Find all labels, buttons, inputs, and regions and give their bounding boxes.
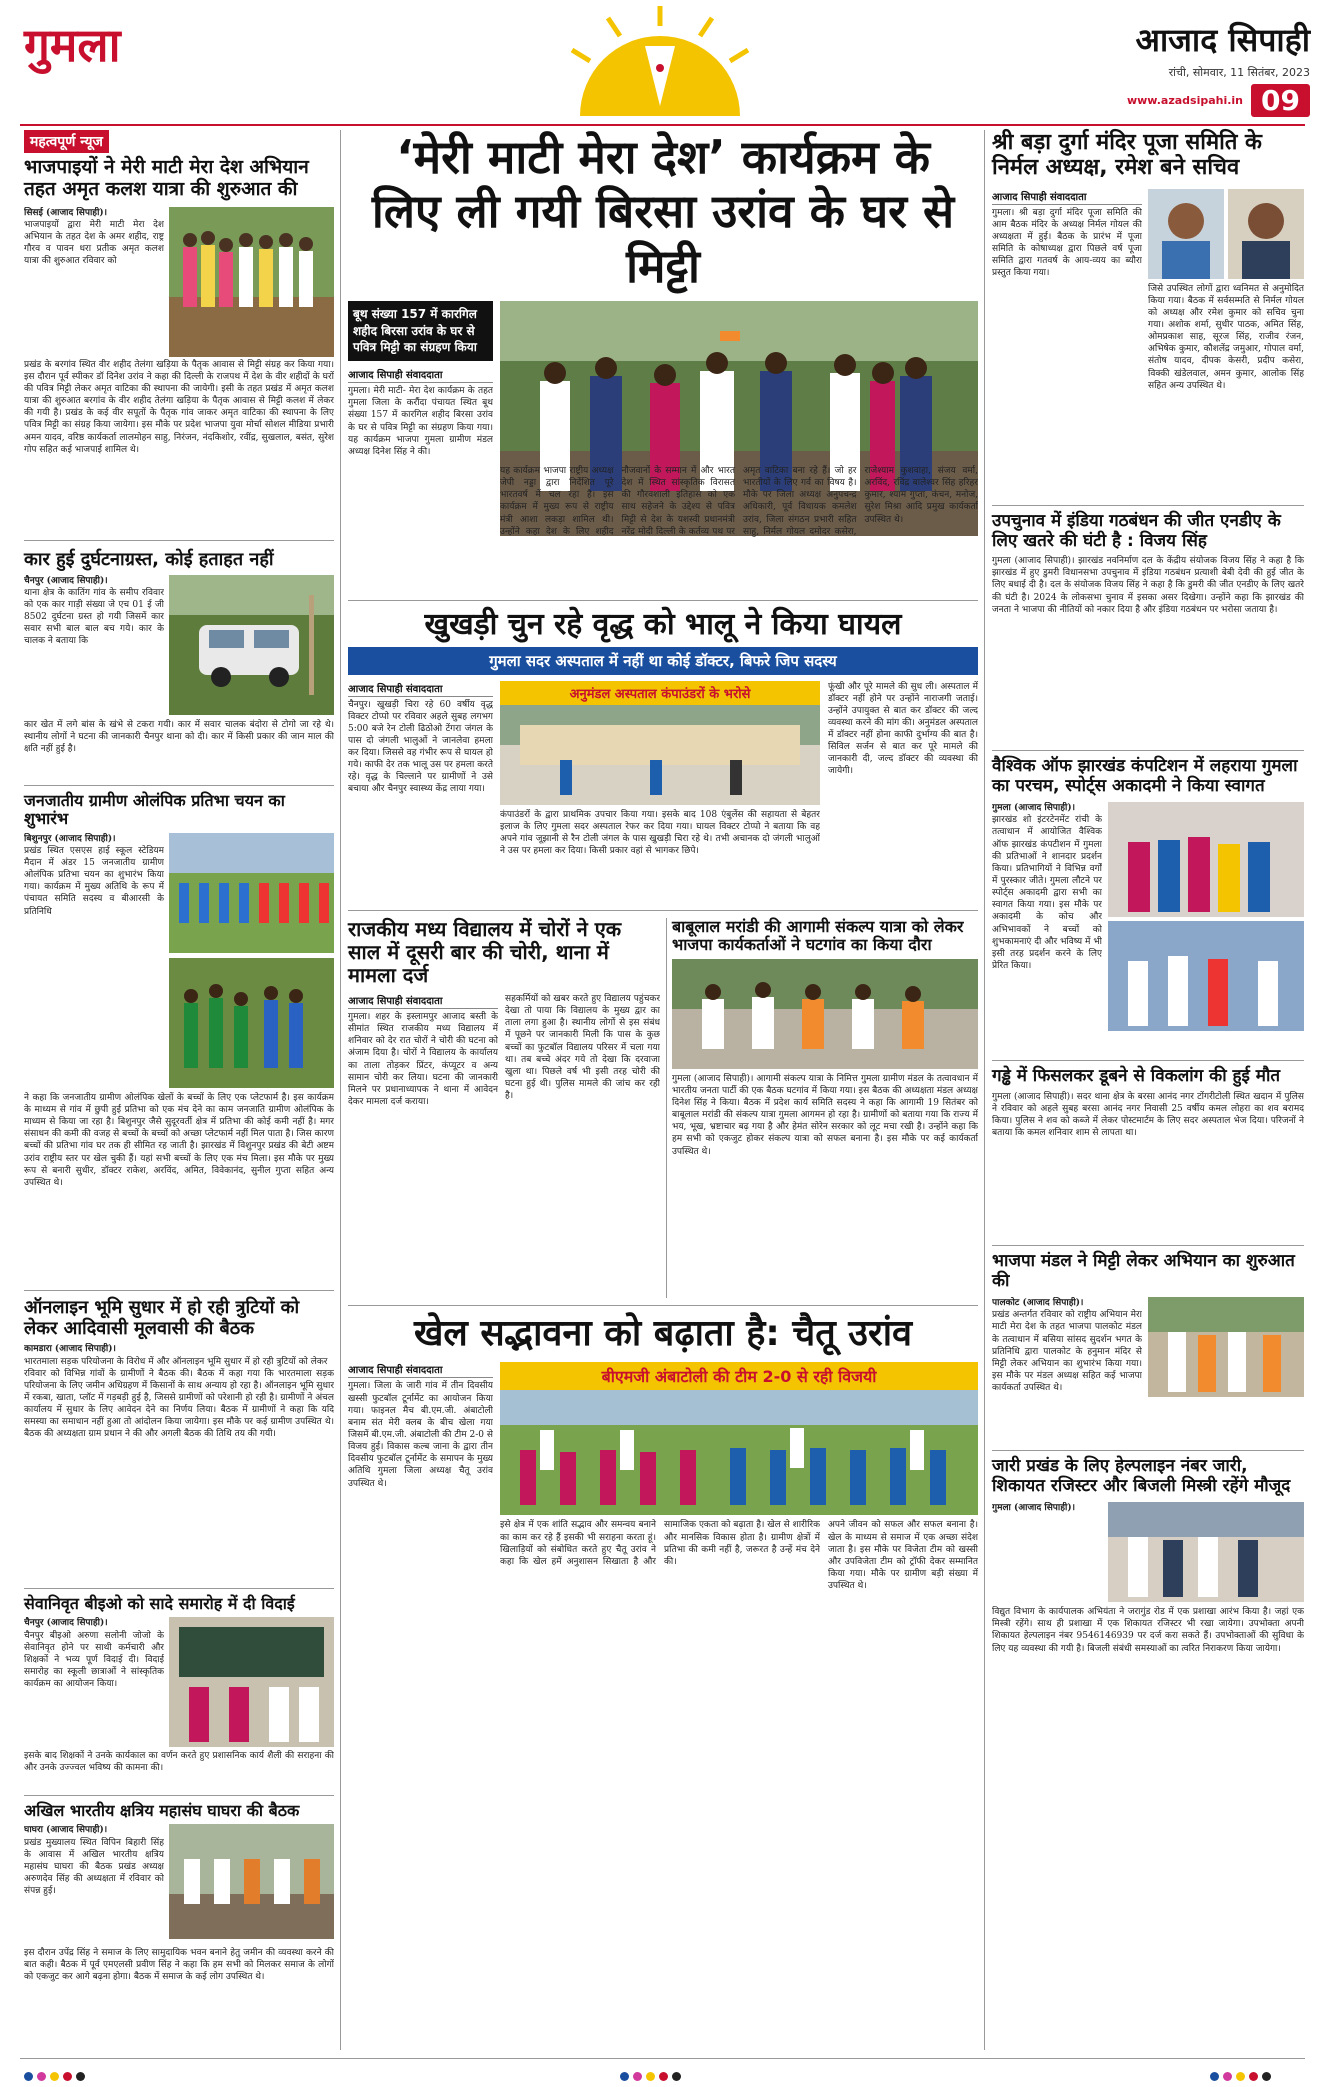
byline: आजाद सिपाही संवाददाता	[348, 367, 493, 383]
color-dot	[633, 2072, 642, 2081]
body: यह कार्यक्रम भाजपा राष्ट्रीय अध्यक्ष जेपी नड्डा द्वारा निर्देशित पूरे भारतवर्ष में चल रहा है। इस कार्यक्रम में मुख्य रूप से राष्ट्रीय मंत्री आशा लकड़ा शामिल थी। उन्होंने कहा देश के लिए शहीद नौजवानों के सम्मान में और भारत देश में स्थित सांस्कृतिक विरासत की गौरवशाली इतिहास को एक साथ सहेजने के उद्देश्य से पवित्र मिट्टी से देश के यशस्वी प्रधानमंत्री नरेंद्र मोदी दिल्ली के कर्तव्य पथ पर अमृत वाटिका बना रहे हैं। जो हर भारतीयों के लिए गर्व का विषय है। मौके पर जिला अध्यक्ष अनुपचन्द्र अधिकारी, पूर्व विधायक कमलेश उरांव, जिला संगठन प्रभारी सहित साहु, निर्मल गोयल दमोदर कसेरा, राजेश्याम कुशवाहा, संजय वर्मा, अरविंद, रविंद्र बालेश्वर सिंह हरिहर कुमार, श्याम गुप्ता, कंचन, मनोज, सुरेश मिश्रा आदि प्रमुख कार्यकर्ता उपस्थित थे।	[500, 466, 978, 537]
inset-label: बीएमजी अंबाटोली की टीम 2-0 से रही विजयी	[500, 1362, 978, 1390]
inset-label: अनुमंडल अस्पताल कंपाउंडरों के भरोसे	[500, 681, 820, 705]
lead: भाजपाइयों द्वारा मेरी माटी मेरा देश अभियान के तहत देश के अमर शहीद, राष्ट्र गौरव व पावन धरा प्रतीक अमृत कलश यात्रा की शुरुआत रविवार को	[24, 219, 164, 267]
color-dot	[646, 2072, 655, 2081]
masthead-right	[1060, 18, 1310, 128]
paper-name: आजाद सिपाही	[1135, 21, 1310, 59]
lead: प्रखंड मुख्यालय स्थित विपिन बिहारी सिंह के आवास में अखिल भारतीय क्षत्रिय महासंघ घाघरा की बैठक प्रखंड अध्यक्ष अरुणदेव सिंह की अध्यक्षता में रविवार को संपन्न हुई।	[24, 1837, 164, 1897]
headline: खुखड़ी चुन रहे वृद्ध को भालू ने किया घायल	[424, 607, 902, 642]
story-helpline	[992, 1457, 1304, 1886]
center-column	[348, 130, 978, 2050]
photo-competition-2	[1108, 921, 1304, 1031]
story-sport	[348, 1313, 978, 1664]
story-kshatriya	[24, 1802, 334, 2057]
byline: आजाद सिपाही संवाददाता	[348, 993, 498, 1009]
byline: गुमला (आजाद सिपाही)।	[992, 803, 1076, 814]
story-palkot	[992, 1252, 1304, 1469]
dateline: रांची, सोमवार, 11 सितंबर, 2023	[1168, 66, 1310, 79]
masthead-logo-icon	[560, 6, 760, 116]
byline: कामडारा (आजाद सिपाही)।	[24, 1344, 116, 1355]
story-car	[24, 550, 334, 779]
lead: प्रखंड स्थित एसएस हाई स्कूल स्टेडियम मैदान में अंडर 15 जनजातीय ग्रामीण ओलंपिक प्रतिभा चयन का शुभारंभ किया गया। कार्यक्रम में मुख्य अतिथि के रूप में पंचायत समिति सदस्य व बीआरसी के प्रतिनिधि	[24, 845, 164, 917]
color-dot	[76, 2072, 85, 2081]
body-1: चैनपुर। खुखड़ी चिरा रहे 60 वर्षीय वृद्ध विक्टर टोप्पो पर रविवार अहले सुबह लगभग 5:00 बजे रेन टोली ढिठोओ टेंगरा जंगल के पास दो जंगली भालुओं ने जानलेवा हमला कर दिया। जिससे वह गंभीर रूप से घायल हो गये। काफी देर तक भालू उस पर हमला करते रहे। वृद्ध के चिल्लाने पर ग्रामीणों ने उसे बचाया और चैनपुर स्वास्थ्य केंद्र लाया गया।	[348, 699, 493, 795]
section-tag: महत्वपूर्ण न्यूज	[24, 130, 109, 153]
footer-color-dots-right	[1210, 2066, 1310, 2080]
headline: सेवानिवृत बीइओ को सादे समारोह में दी विदाई	[24, 1594, 295, 1613]
photo-nirmal	[1148, 189, 1224, 279]
story-vijay	[992, 512, 1304, 755]
byline: सिसई (आजाद सिपाही)।	[24, 207, 108, 218]
photo-olympic-2	[169, 958, 334, 1088]
story-bear	[348, 608, 978, 919]
story-retirement	[24, 1595, 334, 1800]
body: जिसे उपस्थित लोगों द्वारा ध्वनिमत से अनुमोदित किया गया। बैठक में सर्वसम्मति से निर्मल गोयल को अध्यक्ष और रमेश कुमार को सचिव चुना गया। अशोक शर्मा, सुधीर पाठक, अमित सिंह, ओमप्रकाश साह, सूरज सिंह, राजीव रंजन, अभिषेक कुमार, कौशलेंद्र जमुआर, गोपाल वर्मा, संतोष यादव, दीपक केसरी, प्रदीप कसेरा, विक्की खंडेलवाल, अमन कुमार, आलोक सिंह सहित अन्य उपस्थित थे।	[1148, 283, 1304, 391]
byline: आजाद सिपाही संवाददाता	[992, 189, 1142, 205]
photo-retirement	[169, 1617, 334, 1747]
headline: उपचुनाव में इंडिया गठबंधन की जीत एनडीए के लिए खतरे की घंटी है : विजय सिंह	[992, 511, 1281, 551]
page-number: 09	[1251, 84, 1310, 117]
byline: घाघरा (आजाद सिपाही)।	[24, 1825, 108, 1836]
body: गुमला (आजाद सिपाही)। झारखंड नवनिर्माण दल के केंद्रीय संयोजक विजय सिंह ने कहा है कि झारखंड में हुए डुमरी विधानसभा उपचुनाव में इंडिया गठबंधन प्रत्याशी बेबी देवी की हुई जीत के लिए बधाई दी है। दल के संयोजक विजय सिंह ने कहा है कि डुमरी की जीत एनडीए के लिए खतरे की घंटी है। 2024 के लोकसभा चुनाव में इसका असर दिखेगा। उन्होंने कहा कि झारखंड की जनता ने भाजपा की नीतियों को नकार दिया है और इंडिया गठबंधन पर भरोसा जताया है।	[992, 556, 1304, 615]
color-dot	[672, 2072, 681, 2081]
headline: भाजपा मंडल ने मिट्टी लेकर अभियान का शुरुआत की	[992, 1251, 1295, 1291]
story-olympic	[24, 792, 334, 1327]
body: प्रखंड के बरगांव स्थित वीर शहीद तेलंगा खड़िया के पैतृक आवास से मिट्टी संग्रह कर किया गया। इस दौरान पूर्व स्पीकर डॉ दिनेश उरांव ने कहा की दिल्ली के राजपथ में देश के वीर शहीदों के घरों की पवित्र मिट्टी लेकर अमृत वाटिका की स्थापना की जायेगी। इसी के तहत प्रखंड में अमृत कलश यात्रा की शुरुआत बरगांव के वीर शहीद तेलंगा खड़िया के पैतृक आवास से मिट्टी कलश में लेकर की गयी है। प्रखंड के कई वीर सपूतों के पैतृक गांव जाकर अमृत वाटिका की स्थापना के लिए पवित्र मिट्टी का संग्रह किया जायेगा। इस मौके पर प्रदेश भाजपा युवा मोर्चा सोशल मीडिया प्रभारी अमन यादव, वरिष्ठ कार्यकर्ता लालमोहन साहु, निरंजन, नंदकिशोर, रवींद्र, सुखलाल, बसंत, सुरेश गोप सहित कई भाजपाई शामिल थे।	[24, 359, 334, 455]
headline: बाबूलाल मरांडी की आगामी संकल्प यात्रा को लेकर भाजपा कार्यकर्ताओं ने घटगांव का किया दौरा	[672, 917, 964, 955]
byline: बिशुनपुर (आजाद सिपाही)।	[24, 833, 116, 844]
color-dot	[620, 2072, 629, 2081]
photo-meeting	[672, 959, 978, 1069]
photo-helpline	[1108, 1502, 1304, 1602]
body-2: इसे क्षेत्र में एक शांति सद्भाव और समन्वय बनाने का काम कर रहे हैं इसकी भी सराहना करता हूं। खिलाड़ियों को संबोधित करते हुए चैतू उरांव ने कहा कि खेल हमें अनुशासन सिखाता है और सामाजिक एकता को बढ़ाता है। खेल से शारीरिक और मानसिक विकास होता है। ग्रामीण क्षेत्रों में प्रतिभा की कमी नहीं है, जरूरत है उन्हें मंच देने की।	[500, 1520, 820, 1567]
story-kalash	[24, 157, 334, 471]
headline: श्री बड़ा दुर्गा मंदिर पूजा समिति के निर्मल अध्यक्ष, रमेश बने सचिव	[992, 130, 1262, 181]
footer-color-dots-left	[24, 2066, 124, 2080]
color-dot	[1210, 2072, 1219, 2081]
masthead-left	[24, 20, 324, 120]
headline: ऑनलाइन भूमि सुधार में हो रही त्रुटियों को लेकर आदिवासी मूलवासी की बैठक	[24, 1297, 300, 1339]
headline: जनजातीय ग्रामीण ओलंपिक प्रतिभा चयन का शुभारंभ	[24, 791, 285, 829]
body: झारखंड शो इंटरटेनमेंट रांची के तत्वाधान में आयोजित वैश्विक ऑफ झारखंड कंपटीशन में गुमला की प्रतिभाओं ने शानदार प्रदर्शन किया। प्रतिभागियों ने विभिन्न वर्गों में पुरस्कार जीते। गुमला लौटने पर स्पोर्ट्स अकादमी द्वारा सभी का स्वागत किया गया। इस मौके पर अकादमी के कोच और अभिभावकों ने बच्चों को शुभकामनाएं दी और भविष्य में भी इसी तरह प्रदर्शन करने के लिए प्रेरित किया।	[992, 815, 1102, 971]
lead: चैनपुर बीइओ अरुणा सलोनी जोजो के सेवानिवृत होने पर साथी कर्मचारी और शिक्षकों ने भव्य पूर्ण विदाई दी। विदाई समारोह का स्कूली छात्राओं ने सांस्कृतिक कार्यक्रम का आयोजन किया।	[24, 1630, 164, 1690]
photo-car	[169, 575, 334, 715]
photo-hospital	[500, 705, 820, 805]
byline: पालकोट (आजाद सिपाही)।	[992, 1298, 1084, 1309]
body: गुमला (आजाद सिपाही)। आगामी संकल्प यात्रा के निमित्त गुमला ग्रामीण मंडल के तत्वावधान में भारतीय जनता पार्टी की एक बैठक घटगांव में किया गया। इस बैठक की अध्यक्षता मंडल अध्यक्ष दिनेश सिंह ने किया। बैठक में प्रदेश कार्य समिति सदस्य ने कहा कि आगामी 19 सितंबर को बाबूलाल मरांडी की संकल्प यात्रा गुमला आगमन हो रहा है। ग्रामीणों को बताया गया कि राज्य में भय, भूख, भ्रष्टाचार बढ़ गया है और हेमंत सोरेन सरकार को लूट मचा रखी है। उन्होंने कहा कि हम सभी को एकजुट होकर संकल्प यात्रा को सफल बनाना है। इस मौके पर कई कार्यकर्ता उपस्थित थे।	[672, 1073, 978, 1157]
lead: भारतमाला सड़क परियोजना के विरोध में और ऑनलाइन भूमि सुधार में हो रही त्रुटियों को लेकर	[24, 1356, 328, 1367]
photo-ramesh	[1228, 189, 1304, 279]
body: इसके बाद शिक्षकों ने उनके कार्यकाल का वर्णन करते हुए प्रशासनिक कार्य शैली की सराहना की और उनके उज्ज्वल भविष्य की कामना की।	[24, 1750, 334, 1773]
color-dot	[37, 2072, 46, 2081]
color-dot	[1249, 2072, 1258, 2081]
story-theft	[348, 918, 660, 1353]
story-land	[24, 1298, 334, 1558]
body: रविवार को विभिन्न गांवों के ग्रामीणों ने बैठक की। बैठक में कहा गया कि भारतमाला सड़क परियोजना के लिए जमीन अधिग्रहण में किसानों के साथ अन्याय हो रहा है। ऑनलाइन भूमि सुधार में रकबा, खाता, प्लॉट में गड़बड़ी हुई है, जिससे ग्रामीणों को परेशानी हो रही है। ग्रामीणों ने अंचल कार्यालय में सुधार के लिए आवेदन देने का निर्णय लिया। बैठक में ग्रामीणों ने कहा कि यदि समस्या का समाधान नहीं हुआ तो आंदोलन किया जायेगा। इस मौके पर कई ग्रामीण उपस्थित थे। बैठक की अध्यक्षता ग्राम प्रधान ने की और अगली बैठक की तिथि तय की गयी।	[24, 1368, 334, 1440]
byline: आजाद सिपाही संवाददाता	[348, 681, 493, 697]
right-column	[992, 130, 1304, 2050]
color-dot	[1262, 2072, 1271, 2081]
deck: गुमला सदर अस्पताल में नहीं था कोई डॉक्टर, बिफरे जिप सदस्य	[348, 647, 978, 675]
photo-football	[500, 1390, 978, 1515]
headline: कार हुई दुर्घटनाग्रस्त, कोई हताहत नहीं	[24, 549, 274, 570]
headline: भाजपाइयों ने मेरी माटी मेरा देश अभियान तहत अमृत कलश यात्रा की शुरुआत की	[24, 156, 309, 200]
body-1: गुमला। शहर के इस्लामपुर आजाद बस्ती के सीमांत स्थित राजकीय मध्य विद्यालय में शनिवार को देर रात चोरों ने चोरी की घटना को अंजाम दिया है। चोरों ने विद्यालय के कार्यालय का ताला तोड़कर प्रिंटर, कंप्यूटर व अन्य सामान चोरी कर लिया। घटना की जानकारी मिलने पर प्रधानाध्यापक ने थाना में आवेदन देकर मामला दर्ज कराया।	[348, 1012, 498, 1107]
byline: गुमला (आजाद सिपाही)।	[992, 1503, 1076, 1514]
body: गुमला (आजाद सिपाही)। सदर थाना क्षेत्र के बरसा आनंद नगर टोंगरीटोली स्थित खदान में पुलिस ने रविवार को अहले सुबह बरसा आनंद नगर निवासी 25 वर्षीय कमल लोहरा का शव बरामद किया। पुलिस ने शव को कब्जे में लेकर पोस्टमार्टम के लिए सदर अस्पताल भेज दिया। परिजनों ने बताया कि कमल शनिवार शाम से लापता था।	[992, 1091, 1304, 1138]
lead: गुमला। मेरी माटी- मेरा देश कार्यक्रम के तहत गुमला जिला के करौंदा पंचायत स्थित बूथ संख्या 157 में कारगिल शहीद बिरसा उरांव के घर से पवित्र मिट्टी का संग्रहण किया गया। यह कार्यक्रम भाजपा गुमला ग्रामीण मंडल अध्यक्ष दिनेश सिंह ने की।	[348, 386, 493, 457]
lead: थाना क्षेत्र के कातिंग गांव के समीप रविवार को एक कार गाड़ी संख्या जे एच 01 ई जी 8502 दुर्घटना ग्रस्त हो गयी जिसमें कार सवार सभी बाल बाल बच गये। कार के चालक ने बताया कि	[24, 587, 164, 647]
byline: चैनपुर (आजाद सिपाही)।	[24, 1618, 108, 1629]
body: इस दौरान उपेंद्र सिंह ने समाज के लिए सामुदायिक भवन बनाने हेतु जमीन की व्यवस्था करने की बात कही। बैठक में पूर्व एमएलसी प्रवीण सिंह ने कहा कि हम सभी को मिलकर समाज के लोगों को एकजुट कर आगे बढ़ना होगा। बैठक में समाज के कई लोग उपस्थित थे।	[24, 1947, 334, 1982]
headline: अखिल भारतीय क्षत्रिय महासंघ घाघरा की बैठक	[24, 1801, 300, 1820]
headline: गड्ढे में फिसलकर डूबने से विकलांग की हुई मौत	[992, 1066, 1281, 1086]
kicker: बूथ संख्या 157 में कारगिल शहीद बिरसा उरांव के घर से पवित्र मिट्टी का संग्रहण किया	[348, 301, 493, 361]
body-3: फूंखी और पूरे मामले की सुध ली। अस्पताल में डॉक्टर नहीं होने पर उन्होंने नाराजगी जताई। उन्होंने उपायुक्त से बात कर डॉक्टर की जल्द व्यवस्था करने की मांग की। अनुमंडल अस्पताल में डॉक्टर नहीं होना काफी दुर्भाग्य की बात है। सिविल सर्जन से बात कर पूरे मामले की जानकारी दी, जल्द डॉक्टर की व्यवस्था की जायेगी।	[828, 681, 978, 777]
footer-color-dots-center	[620, 2066, 720, 2080]
story-babulal	[672, 918, 978, 1308]
photo-kshatriya	[169, 1824, 334, 1939]
story-main	[348, 130, 978, 655]
photo-palkot	[1148, 1297, 1304, 1397]
photo-kalash	[169, 207, 334, 357]
website: www.azadsipahi.in	[1126, 94, 1244, 107]
photo-competition-1	[1108, 802, 1304, 917]
color-dot	[63, 2072, 72, 2081]
body-2: सहकर्मियों को खबर करते हुए विद्यालय पहुंचकर देखा तो पाया कि विद्यालय के मुख्य द्वार का ताला लगा हुआ है। स्थानीय लोगों से इस संबंध में पूछने पर जानकारी मिली कि पास के कुछ बच्चों का फुटबॉल विद्यालय परिसर में चला गया था। तब बच्चे अंदर गये तो देखा कि दरवाजा खुला था। पिछले वर्ष भी इसी तरह चोरी की घटना हुई थी। पुलिस मामले की जांच कर रही है।	[505, 994, 660, 1102]
body-3: अपने जीवन को सफल और सफल बनाना है। खेल के माध्यम से समाज में एक अच्छा संदेश जाता है। इस मौके पर विजेता टीम को खस्सी और उपविजेता टीम को ट्रॉफी देकर सम्मानित किया गया। मौके पर ग्रामीण बड़ी संख्या में उपस्थित थे।	[828, 1520, 978, 1592]
headline: खेल सद्भावना को बढ़ाता है: चैतू उरांव	[413, 1313, 913, 1354]
body: कार खेत में लगे बांस के खंभे से टकरा गयी। कार में सवार चालक बंदोरा से टोगो जा रहे थे। स्थानीय लोगों ने घटना की जानकारी चैनपुर थाना को दी। कार में किसी प्रकार की जान माल की क्षति नहीं हुई है।	[24, 719, 334, 755]
main-headline: ‘मेरी माटी मेरा देश’ कार्यक्रम के लिए ली गयी बिरसा उरांव के घर से मिट्टी	[371, 130, 955, 293]
headline: राजकीय मध्य विद्यालय में चोरों ने एक साल में दूसरी बार की चोरी, थाना में मामला दर्ज	[348, 917, 622, 987]
story-competition	[992, 757, 1304, 1044]
section-title: गुमला	[24, 18, 121, 72]
body: ने कहा कि जनजातीय ग्रामीण ओलंपिक खेलों के बच्चों के लिए एक प्लेटफार्म है। इस कार्यक्रम के माध्यम से गांव में छुपी हुई प्रतिभा को एक मंच देने का काम जनजाति ग्रामीण ओलंपिक के माध्यम से किया जा रहा है। बिशुनपुर जैसे सुदूरवर्ती क्षेत्र में प्रतिभा की कोई कमी नहीं है। मगर संसाधन की कमी की वजह से बच्चों के बच्चों को अच्छा प्लेटफार्म नहीं मिल पाता है। जिस कारण बच्चों की प्रतिभा गांव घर तक ही सीमित रह जाती है। झारखंड में विशुनपुर प्रखंड की बेटी अष्टम उरांव राष्ट्रीय स्तर पर खेल चुकी हैं। यहां सभी बच्चों के लिए एक मंच मिला। इस मौके पर मुख्य रूप से बनारी सुधीर, डॉक्टर राकेश, अरविंद, अमित, विवेकानंद, सुनील गुप्ता सहित अन्य उपस्थित थे।	[24, 1092, 334, 1188]
byline: आजाद सिपाही संवाददाता	[348, 1362, 493, 1378]
photo-olympic-1	[169, 833, 334, 953]
color-dot	[1223, 2072, 1232, 2081]
body: विद्युत विभाग के कार्यपालक अभियंता ने जरागुंड रोड में एक प्रशाखा आरंभ किया है। जहां एक मिस्त्री रहेंगे। साथ ही प्रशाखा में एक शिकायत रजिस्टर भी रखा जायेगा। उपभोक्ता अपनी शिकायत हेल्पलाइन नंबर 9546146939 पर दर्ज करा सकते हैं। उपभोक्ताओं की सुविधा के लिए यह व्यवस्था की गयी है। बिजली संबंधी समस्याओं का त्वरित निराकरण किया जायेगा।	[992, 1607, 1304, 1654]
body-1: गुमला। जिला के जारी गांव में तीन दिवसीय खस्सी फुटबॉल टूर्नामेंट का आयोजन किया गया। फाइनल मैच बी.एम.जी. अंबाटोली बनाम संत मेरी क्लब के बीच खेला गया जिसमें बी.एम.जी. अंबाटोली की टीम 2-0 से विजय हुई। विकास कल्ब जाना के द्वारा तीन दिवसीय फुटबॉल टूर्नामेंट के समापन के मुख्य अतिथि गुमला जिला अध्यक्ष चैतू उरांव उपस्थित थे।	[348, 1381, 493, 1489]
color-dot	[659, 2072, 668, 2081]
left-column	[24, 130, 334, 2050]
color-dot	[1236, 2072, 1245, 2081]
color-dot	[24, 2072, 33, 2081]
headline: वैश्विक ऑफ झारखंड कंपटिशन में लहराया गुमला का परचम, स्पोर्ट्स अकादमी ने किया स्वागत	[992, 756, 1298, 796]
lead: गुमला। श्री बड़ा दुर्गा मंदिर पूजा समिति की आम बैठक मंदिर के अध्यक्ष निर्मल गोयल की अध्यक्षता में हुई। बैठक के प्रारंभ में पूजा समिति के कोषाध्यक्ष द्वारा पिछले वर्ष पूजा समिति द्वारा गतवर्ष के आय-व्यय का ब्यौरा प्रस्तुत किया गया।	[992, 207, 1142, 279]
color-dot	[50, 2072, 59, 2081]
story-durga	[992, 130, 1304, 532]
byline: चैनपुर (आजाद सिपाही)।	[24, 575, 108, 586]
story-drowning	[992, 1067, 1304, 1241]
body: प्रखंड अन्तर्गत रविवार को राष्ट्रीय अभियान मेरा माटी मेरा देश के तहत भाजपा पालकोट मंडल के तत्वाधान में बसिया सांसद सुदर्शन भगत के प्रतिनिधि द्वारा पालकोट के हनुमान मंदिर से मिट्टी लेकर अभियान का शुभारंभ किया गया। इस मौके पर मंडल अध्यक्ष सहित कई भाजपा कार्यकर्ता उपस्थित थे।	[992, 1310, 1142, 1394]
body-2: कंपाउंडरों के द्वारा प्राथमिक उपचार किया गया। इसके बाद 108 एंबुलेंस की सहायता से बेहतर इलाज के लिए गुमला सदर अस्पताल रेफर कर दिया गया। घायल विक्टर टोप्पो ने बताया कि वह अपने गांव जूझानी से रैन टोली जंगल के पास खुखड़ी चिरा रहे थे। तभी अचानक दो जंगली भालुओं ने उस पर हमला कर दिया। किसी प्रकार वहां से भागकर छिपे।	[500, 809, 820, 856]
headline: जारी प्रखंड के लिए हेल्पलाइन नंबर जारी, शिकायत रजिस्टर और बिजली मिस्त्री रहेंगे मौजूद	[992, 1456, 1291, 1496]
